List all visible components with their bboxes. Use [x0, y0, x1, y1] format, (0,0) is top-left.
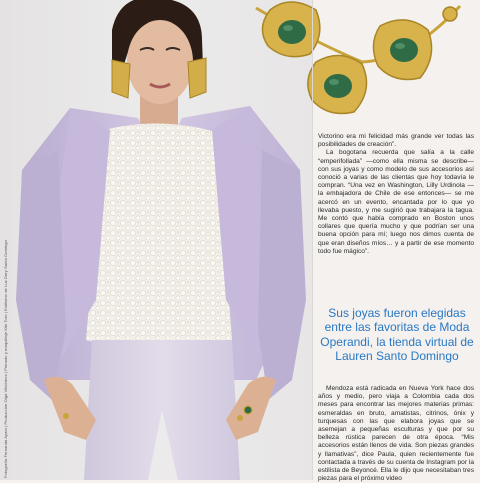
article-body: [318, 385, 474, 483]
lead-paragraph: La bogotana recuerda que salía a la calle “emperifollada” —como ella misma se describe— con sus joyas y como modelo de sus accesorios así conoció a varias de las clientas que hoy todavía le compran. “Una vez en Washington, Lilly Urdinola —la embajadora de Chile de ese entonces— se me acercó en un evento, encantada por lo que yo llevaba puesto, y me sugirió que trabajara la tagua. Me contó que había comprado en Boston unos collares que quería mucho y que podrían ser una buena opción para mí; luego nos dimos cuenta de que eran diseños míos… y a partir de ese momento todo fue mágico”.: [318, 149, 474, 255]
column-divider: [312, 0, 313, 480]
emerald-necklace-image: [250, 0, 480, 122]
pendant-right: [373, 20, 431, 80]
photo-credit: Fotografía Fernanda Ayala | Producción Olga Villalobos | Peinado y maquillaje Kiki Toro | Estilismo de Luz Dary Santo Domingo: [3, 240, 8, 478]
lead-paragraph: Victorino era mi felicidad más grande ver todas las posibilidades de creación”.: [318, 133, 474, 149]
body-paragraph: Mendoza está radicada en Nueva York hace dos años y medio, pero viaja a Colombia cada dos meses para encontrar las mejores materias primas: esmeraldas en bruto, amatistas, citrinos, ónix y turquesas con las que elabora joyas que se asemejan a pequeñas esculturas y que por su belleza rústica parecen de otra época. “Mis accesorios están llenos de vida. Son piezas grandes y llamativas”, dice Paula, quien recientemente fue contactada a través de su cuenta de Instagram por la estilista de Beyoncé. Ella le dijo que necesitaban tres piezas para el próximo video: [318, 385, 474, 483]
article-lead: [318, 133, 474, 256]
pull-quote: Sus joyas fueron elegidas entre las favoritas de Moda Operandi, la tienda virtual de Lauren Santo Domingo: [320, 306, 474, 364]
pendant-center: [308, 55, 367, 113]
